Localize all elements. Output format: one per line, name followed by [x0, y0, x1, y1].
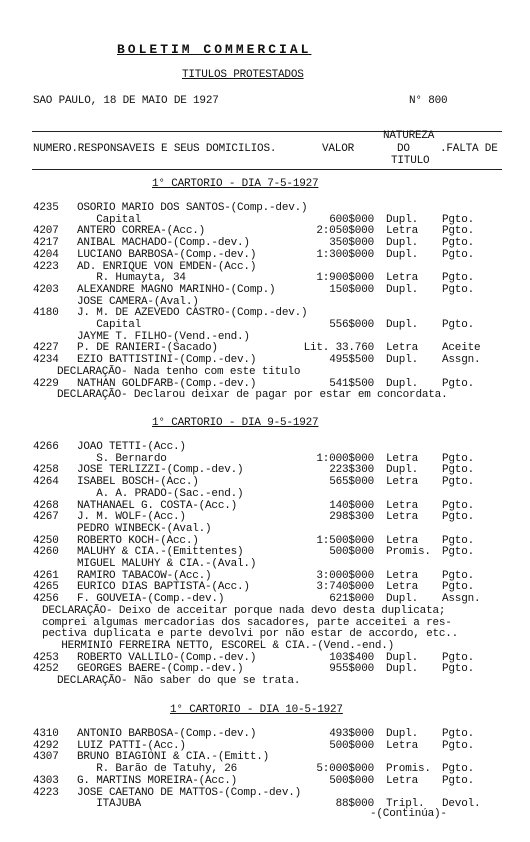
- entry-fault: Pgto.: [442, 248, 475, 261]
- entry-name: EURICO DIAS BAPTISTA-(Acc.): [77, 581, 250, 594]
- entry-fault: Devol.: [442, 798, 481, 811]
- entry-number: 4223: [33, 786, 59, 799]
- entry-value: 600$000: [329, 213, 374, 226]
- header-col-names: NUMERO.RESPONSAVEIS E SEUS DOMICILIOS.: [33, 143, 277, 155]
- entry-value: 2:050$000: [316, 225, 374, 238]
- place-date: SAO PAULO, 18 DE MAIO DE 1927: [33, 95, 219, 107]
- entry-nature: Letra: [386, 739, 419, 752]
- entry-name: ISABEL BOSCH-(Acc.): [77, 476, 199, 489]
- entry-number: 4265: [33, 581, 59, 594]
- entry-number: 4253: [33, 651, 59, 664]
- entry-nature: Letra: [386, 225, 419, 238]
- entry-number: 4268: [33, 499, 59, 512]
- entry-name: JOSE CAETANO DE MATTOS-(Comp.-dev.): [77, 786, 302, 799]
- entry-name: MIGUEL MALUHY & CIA.-(Aval.): [77, 558, 257, 570]
- declaration-text: DECLARAÇÃO- Não saber do que se trata.: [57, 675, 301, 687]
- entry-name: ITAJUBA: [77, 798, 142, 811]
- entry-name: JOAO TETTI-(Acc.): [77, 441, 186, 453]
- entry-number: 4207: [33, 225, 59, 238]
- header-col-fault: .FALTA DE: [440, 143, 498, 155]
- entry-number: 4256: [33, 593, 59, 606]
- entry-fault: Pgto.: [442, 319, 475, 331]
- entry-name: EZIO BATTISTINI-(Comp.-dev.): [77, 354, 257, 367]
- entry-value: 556$000: [329, 319, 374, 331]
- entry-name: NATHAN GOLDFARB-(Comp.-dev.): [77, 377, 257, 390]
- entry-value: 88$000: [335, 798, 374, 811]
- entry-nature: Promis.: [386, 546, 431, 559]
- entry-fault: Assgn.: [442, 354, 481, 367]
- entry-number: 4234: [33, 354, 59, 367]
- entry-name: ANTERO CORREA-(Acc.): [77, 225, 206, 238]
- entry-number: 4180: [33, 307, 59, 320]
- entry-name: Capital: [77, 319, 142, 331]
- declaration-text: DECLARAÇÃO- Nada tenho com este titulo: [57, 365, 301, 378]
- header-col-nature-3: TITULO: [391, 155, 430, 167]
- entry-fault: Pgto.: [442, 213, 475, 226]
- entry-name: pectiva duplicata e parte devolvi por não estar de accordo, etc..: [42, 628, 459, 641]
- entry-nature: Promis.: [386, 763, 431, 776]
- section-heading: 1° CARTORIO - DIA 10-5-1927: [170, 704, 343, 716]
- entry-name: J. M. DE AZEVEDO CASTRO-(Comp.-dev.): [77, 307, 308, 320]
- entry-value: 350$000: [329, 237, 374, 250]
- entry-value: 495$500: [329, 354, 374, 367]
- entry-nature: Letra: [386, 774, 419, 787]
- entry-fault: Pgto.: [442, 546, 475, 559]
- entry-name: LUCIANO BARBOSA-(Comp.-dev.): [77, 248, 257, 261]
- entry-name: R. Barão de Tatuhy, 26: [77, 763, 238, 776]
- entry-number: 4264: [33, 476, 59, 489]
- entry-value: 5:000$000: [316, 763, 374, 776]
- declaration-text: DECLARAÇÃO- Deixo de acceitar porque nada devo desta duplicata;: [42, 604, 446, 617]
- entry-fault: Pgto.: [442, 511, 475, 524]
- entry-nature: Letra: [386, 476, 419, 489]
- entry-number: 4223: [33, 260, 59, 273]
- entry-fault: Pgto.: [442, 663, 475, 676]
- section-heading: 1° CARTORIO - DIA 7-5-1927: [152, 178, 319, 190]
- entry-fault: Pgto.: [442, 581, 475, 594]
- entry-fault: Pgto.: [442, 569, 475, 582]
- entry-nature: Dupl.: [386, 248, 419, 261]
- entry-name: ANTONIO BARBOSA-(Comp.-dev.): [77, 728, 257, 740]
- entry-number: 4266: [33, 441, 59, 453]
- document-title: BOLETIM COMMERCIAL: [117, 42, 312, 57]
- document-subtitle: TITULOS PROTESTADOS: [182, 69, 304, 81]
- entry-fault: Pgto.: [442, 476, 475, 489]
- entry-name: ANIBAL MACHADO-(Comp.-dev.): [77, 237, 250, 250]
- entry-fault: Pgto.: [442, 534, 475, 547]
- entry-fault: Pgto.: [442, 237, 475, 250]
- entry-number: 4303: [33, 774, 59, 787]
- entry-name: JAYME T. FILHO-(Vend.-end.): [77, 330, 250, 343]
- header-col-value: VALOR: [322, 143, 355, 155]
- entry-value: 1:900$000: [316, 272, 374, 285]
- entry-number: 4292: [33, 739, 59, 752]
- entry-name: BRUNO BIAGIONI & CIA.-(Emitt.): [77, 751, 270, 764]
- entry-value: 621$000: [329, 593, 374, 606]
- entry-name: MALUHY & CIA.-(Emittentes): [77, 546, 244, 559]
- entry-name: JOSE TERLIZZI-(Comp.-dev.): [77, 464, 244, 477]
- entry-nature: Dupl.: [386, 213, 419, 226]
- entry-value: 565$000: [329, 476, 374, 489]
- bulletin-number: N° 800: [409, 95, 448, 107]
- section-heading: 1° CARTORIO - DIA 9-5-1927: [152, 417, 319, 429]
- entry-fault: Pgto.: [442, 452, 475, 465]
- entry-name: ROBERTO VALLILO-(Comp.-dev.): [77, 651, 257, 664]
- entry-fault: Pgto.: [442, 499, 475, 512]
- entry-name: OSORIO MARIO DOS SANTOS-(Comp.-dev.): [77, 202, 308, 214]
- entry-name: GEORGES BAERE-(Comp.-dev.): [77, 663, 244, 676]
- entry-number: 4260: [33, 546, 59, 559]
- entry-value: 955$000: [329, 663, 374, 676]
- entry-name: comprei algumas mercadorias dos sacadores, parte acceitei a res-: [42, 616, 452, 629]
- entry-value: 541$500: [329, 377, 374, 390]
- entry-nature: Dupl.: [386, 728, 419, 740]
- entry-value: 1:000$000: [316, 452, 374, 465]
- entry-name: G. MARTINS MOREIRA-(Acc.): [77, 774, 238, 787]
- entry-fault: Pgto.: [442, 728, 475, 740]
- entry-number: 4261: [33, 569, 59, 582]
- entry-nature: Letra: [386, 499, 419, 512]
- header-col-nature-1: NATUREZA: [383, 130, 435, 142]
- entry-nature: Letra: [386, 272, 419, 285]
- entry-nature: Letra: [386, 511, 419, 524]
- entry-nature: Letra: [386, 569, 419, 582]
- entry-name: F. GOUVEIA-(Comp.-dev.): [77, 593, 225, 606]
- entry-value: 298$300: [329, 511, 374, 524]
- entry-value: 140$000: [329, 499, 374, 512]
- entry-number: 4217: [33, 237, 59, 250]
- entry-name: A. A. PRADO-(Sac.-end.): [77, 487, 244, 500]
- entry-nature: Dupl.: [386, 237, 419, 250]
- entry-name: J. M. WOLF-(Acc.): [77, 511, 186, 524]
- entry-value: 1:300$000: [316, 248, 374, 261]
- entry-number: 4227: [33, 342, 59, 355]
- entry-number: 4310: [33, 728, 59, 740]
- entry-fault: Pgto.: [442, 763, 475, 776]
- entry-fault: Pgto.: [442, 377, 475, 390]
- entry-number: 4267: [33, 511, 59, 524]
- header-rule-bottom: [32, 169, 502, 170]
- entry-value: 500$000: [329, 739, 374, 752]
- entry-name: P. DE RANIERI-(Sacado): [77, 342, 218, 355]
- entry-nature: Dupl.: [386, 663, 419, 676]
- entry-fault: Pgto.: [442, 464, 475, 477]
- entry-fault: Aceite: [442, 342, 481, 355]
- entry-nature: Dupl.: [386, 377, 419, 390]
- entry-name: RAMIRO TABACOW-(Acc.): [77, 569, 212, 582]
- entry-fault: Pgto.: [442, 272, 475, 285]
- entry-nature: Dupl.: [386, 319, 419, 331]
- entry-fault: Pgto.: [442, 225, 475, 238]
- entry-nature: Dupl.: [386, 651, 419, 664]
- entry-name: S. Bernardo: [77, 452, 167, 465]
- entry-name: JOSE CAMERA-(Aval.): [77, 295, 199, 308]
- entry-number: 4229: [33, 377, 59, 390]
- entry-name: ROBERTO KOCH-(Acc.): [77, 534, 199, 547]
- entry-value: Lit. 33.760: [303, 342, 374, 355]
- entry-fault: Pgto.: [442, 739, 475, 752]
- entry-value: 500$000: [329, 546, 374, 559]
- entry-value: 500$000: [329, 774, 374, 787]
- entry-name: ALEXANDRE MAGNO MARINHO-(Comp.): [77, 283, 276, 296]
- entry-nature: Dupl.: [386, 464, 419, 477]
- entry-value: 3:000$000: [316, 569, 374, 582]
- entry-nature: Dupl.: [386, 283, 419, 296]
- entry-number: 4258: [33, 464, 59, 477]
- entry-value: 223$300: [329, 464, 374, 477]
- entry-fault: Pgto.: [442, 774, 475, 787]
- entry-nature: Dupl.: [386, 354, 419, 367]
- entry-name: HERMINIO FERREIRA NETTO, ESCOREL & CIA.-(Vend.-end.): [42, 639, 395, 652]
- header-col-nature-2: DO: [397, 143, 410, 155]
- entry-number: 4252: [33, 663, 59, 676]
- entry-number: 4250: [33, 534, 59, 547]
- entry-value: 493$000: [329, 728, 374, 740]
- entry-nature: Tripl.: [386, 798, 425, 811]
- entry-nature: Letra: [386, 342, 419, 355]
- entry-name: LUIZ PATTI-(Acc.): [77, 739, 186, 752]
- entry-fault: Pgto.: [442, 283, 475, 296]
- entry-value: 1:500$000: [316, 534, 374, 547]
- entry-nature: Letra: [386, 581, 419, 594]
- entry-number: 4204: [33, 248, 59, 261]
- entry-number: 4203: [33, 283, 59, 296]
- entry-number: 4307: [33, 751, 59, 764]
- declaration-text: DECLARAÇÃO- Declarou deixar de pagar por estar em concordata.: [57, 389, 448, 402]
- entry-nature: Letra: [386, 534, 419, 547]
- entry-nature: Letra: [386, 452, 419, 465]
- entry-number: 4235: [33, 202, 59, 214]
- entry-name: PEDRO WINBECK-(Aval.): [77, 522, 212, 535]
- entry-nature: Dupl.: [386, 593, 419, 606]
- continued-note: -(Continúa)-: [370, 808, 447, 820]
- entry-value: 103$400: [329, 651, 374, 664]
- entry-name: NATHANAEL G. COSTA-(Acc.): [77, 499, 238, 512]
- entry-fault: Assgn.: [442, 593, 481, 606]
- entry-value: 3:740$000: [316, 581, 374, 594]
- entry-name: AD. ENRIQUE VON EMDEN-(Acc.): [77, 260, 257, 273]
- entry-name: R. Humayta, 34: [77, 272, 186, 285]
- entry-name: Capital: [77, 213, 142, 226]
- entry-fault: Pgto.: [442, 651, 475, 664]
- entry-value: 150$000: [329, 283, 374, 296]
